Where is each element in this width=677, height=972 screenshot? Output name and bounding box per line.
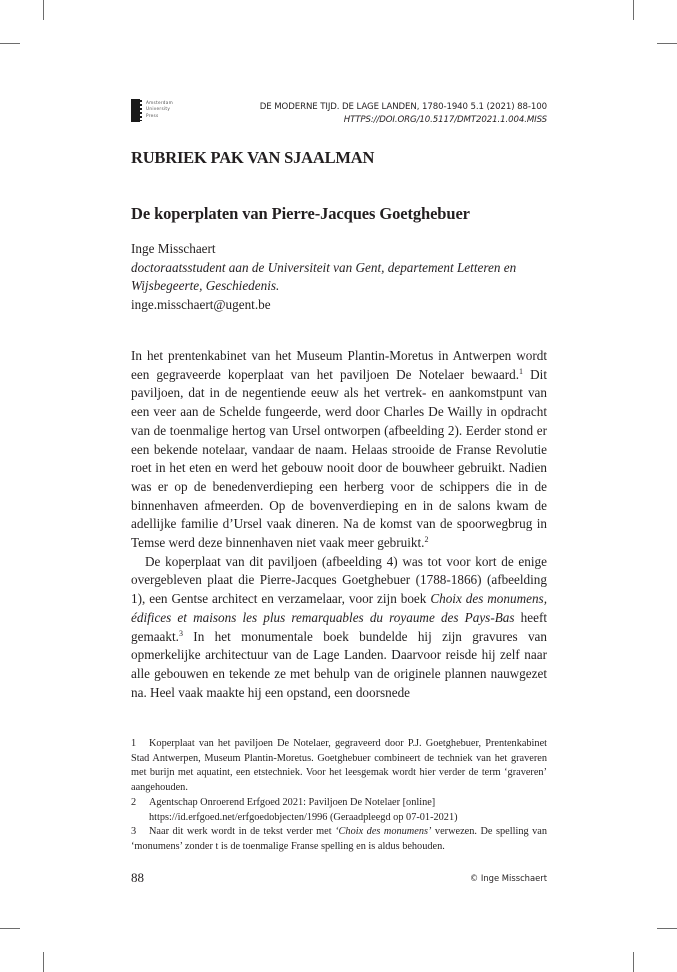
doi-link[interactable]: HTTPS://DOI.ORG/10.5117/DMT2021.1.004.MISS	[343, 114, 547, 125]
footnote: 3 Naar dit werk wordt in de tekst verder met ‘Choix des monumens’ verwezen. De spelling van ‘monumens’ zonder t is de toenmalige Franse spelling en is aldus behouden.	[131, 826, 548, 852]
crop-mark-top-left-vertical	[43, 0, 44, 20]
paragraph: In het prentenkabinet van het Museum Plantin-Moretus in Antwerpen wordt een gegraveerde koperplaat van het paviljoen De Notelaer bewaard.$^1$ Dit paviljoen, dat in de negentiende eeuw als het vertrek- en aankomstpunt van een veer aan de Schelde fungeerde, werd door Charles De Wailly in opdracht van de toenmalige hertog van Ursel ontworpen (afbeelding 2). Eerder stond er een bekende notelaar, vandaar de naam. Helaas strooide de Franse Revolutie roet in het eten en werd het gebouw nooit door de bouwheer gebruikt. Nadien was er op de benedenverdieping een herberg voor de schippers die in de binnenhaven afmeerden. Op de bovenverdieping en in de salons kwam de adellijke familie d’Ursel vaak dineren. Na de komst van de spoorwegbrug in Temse werd deze binnenhaven niet vaak meer gebruikt.$^2$	[131, 348, 547, 551]
footnote-number: 2	[131, 796, 137, 808]
paragraph: De koperplaat van dit paviljoen (afbeelding 4) was tot voor kort de enige overgebleven plaat die Pierre-Jacques Goetghebuer (1788-1866) (afbeelding 1), een Gentse architect en verzamelaar, voor zijn boek Choix des monumens, édifices et maisons les plus remarquables du royaume des Pays-Bas heeft gemaakt.$^3$ In het monumentale boek bundelde hij zijn gravures van opmerkelijke architectuur van de Lage Landen. Daarvoor reisde hij zelf naar alle gebouwen en tekende ze met behulp van de originele plannen nauwgezet na. Heel vaak maakte hij een opstand, een doorsnede	[131, 553, 548, 700]
footnote	[131, 796, 547, 825]
crop-mark-bottom-right-vertical	[633, 952, 634, 972]
footnote-number: 1	[131, 738, 137, 749]
running-head	[260, 101, 547, 126]
copyright-notice: © Inge Misschaert	[469, 873, 547, 883]
page-number: 88	[131, 870, 144, 885]
author-block	[131, 240, 551, 315]
crop-mark-top-right-vertical	[633, 0, 634, 20]
crop-mark-bottom-right-horizontal	[657, 928, 677, 929]
footnote-ref[interactable]: 1	[519, 366, 524, 376]
rubric-heading: RUBRIEK PAK VAN SJAALMAN	[131, 148, 375, 167]
publisher-name: Amsterdam University Press	[146, 100, 173, 118]
footnote-text: Agentschap Onroerend Erfgoed 2021: Paviljoen De Notelaer [online]	[149, 796, 436, 808]
crop-mark-top-right-horizontal	[657, 43, 677, 44]
footnotes	[131, 737, 547, 855]
footnote	[131, 737, 547, 796]
footnote-text: Koperplaat van het paviljoen De Notelaer, gegraveerd door P.J. Goetghebuer, Prentenkabinet Stad Antwerpen, Museum Plantin-Moretus. Goetghebuer combineert de techniek van het graveren met burijn met aquatint, een etstechniek. Voor het leesgemak wordt hier verder de term ‘graveren’ aangehouden.	[131, 738, 547, 794]
crop-mark-bottom-left-horizontal	[0, 928, 20, 929]
article-body	[131, 347, 547, 702]
footnote-ref[interactable]: 3	[178, 628, 183, 638]
author-affiliation: doctoraatsstudent aan de Universiteit van Gent, departement Letteren en Wijsbegeerte, Geschiedenis.	[131, 259, 517, 294]
footnote-url[interactable]: https://id.erfgoed.net/erfgoedobjecten/1996 (Geraadpleegd op 07-01-2021)	[149, 811, 458, 823]
crop-mark-bottom-left-vertical	[43, 952, 44, 972]
footnote-number: 3	[131, 826, 137, 838]
author-email[interactable]: inge.misschaert@ugent.be	[131, 297, 271, 313]
journal-citation: DE MODERNE TIJD. DE LAGE LANDEN, 1780-1940 5.1 (2021) 88-100	[259, 102, 547, 112]
work-title: ‘Choix des monumens’	[335, 826, 432, 838]
footnote-ref[interactable]: 2	[424, 535, 429, 545]
article-title: De koperplaten van Pierre-Jacques Goetghebuer	[131, 204, 470, 223]
book-title: Choix des monumens, édifices et maisons les plus remarquables du royaume des Pays-Bas	[131, 591, 547, 625]
publisher-logo	[131, 99, 173, 122]
amsterdam-university-press-logo-icon	[131, 99, 140, 122]
crop-mark-top-left-horizontal	[0, 43, 20, 44]
author-name: Inge Misschaert	[131, 241, 216, 256]
